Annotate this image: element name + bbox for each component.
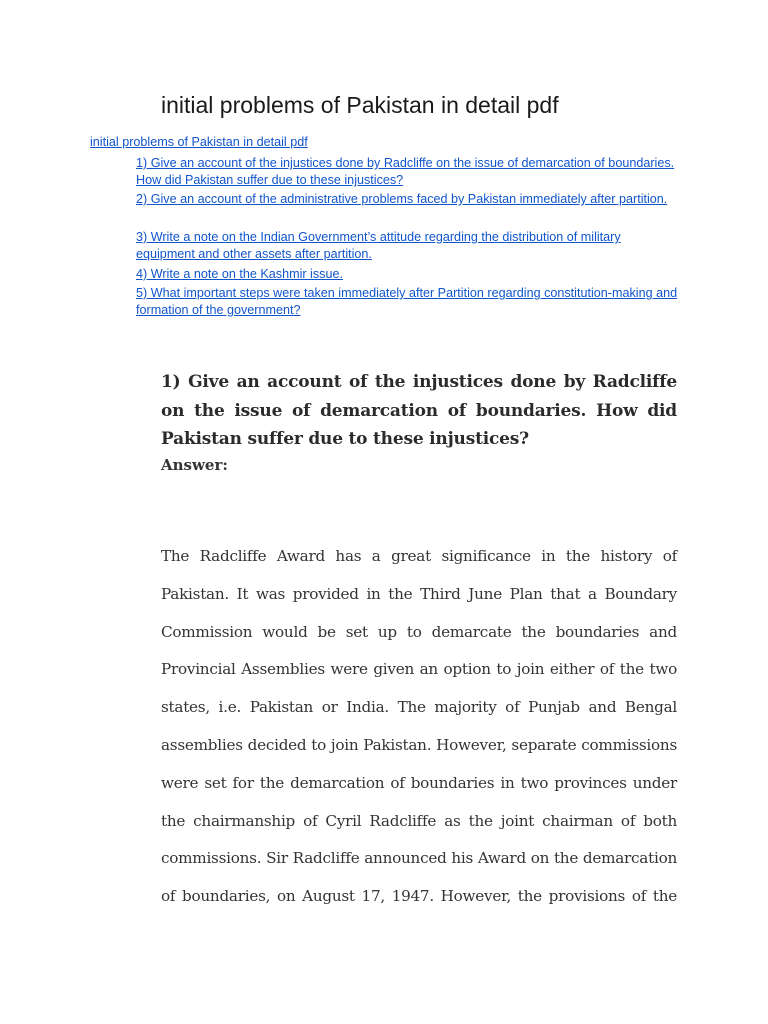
toc-link-question-1[interactable]: 1) Give an account of the injustices done by Radcliffe on the issue of demarcation of boundaries. How did Pakistan suffer due to these injustices? bbox=[136, 156, 675, 187]
question-heading: 1) Give an account of the injustices done by Radcliffe on the issue of demarcation of boundaries. How did Pakistan suffer due to these injustices? bbox=[161, 372, 677, 449]
toc-link-question-5[interactable]: 5) What important steps were taken immediately after Partition regarding constitution-making and formation of the government? bbox=[136, 286, 678, 317]
toc-link-question-3[interactable]: 3) Write a note on the Indian Government’s attitude regarding the distribution of military equipment and other assets after partition. bbox=[136, 230, 621, 261]
toc-link-question-4[interactable]: 4) Write a note on the Kashmir issue. bbox=[136, 267, 343, 281]
document-title: initial problems of Pakistan in detail pdf bbox=[161, 92, 559, 118]
toc-link-root[interactable]: initial problems of Pakistan in detail pdf bbox=[90, 135, 308, 149]
toc-link-question-2[interactable]: 2) Give an account of the administrative problems faced by Pakistan immediately after partition. bbox=[136, 192, 668, 206]
answer-label: Answer: bbox=[161, 456, 228, 474]
answer-body: The Radcliffe Award has a great significance in the history of Pakistan. It was provided in the Third June Plan that a Boundary Commission would be set up to demarcate the boundaries and Provincial Assemblies were given an option to join either of the two states, i.e. Pakistan or India. The majority of Punjab and Bengal assemblies decided to join Pakistan. However, separate commissions were set for the demarcation of boundaries in two provinces under the chairmanship of Cyril Radcliffe as the joint chairman of both commissions. Sir Radcliffe announced his Award on the demarcation of boundaries, on August 17, 1947. However, the provisions of the bbox=[161, 547, 677, 906]
